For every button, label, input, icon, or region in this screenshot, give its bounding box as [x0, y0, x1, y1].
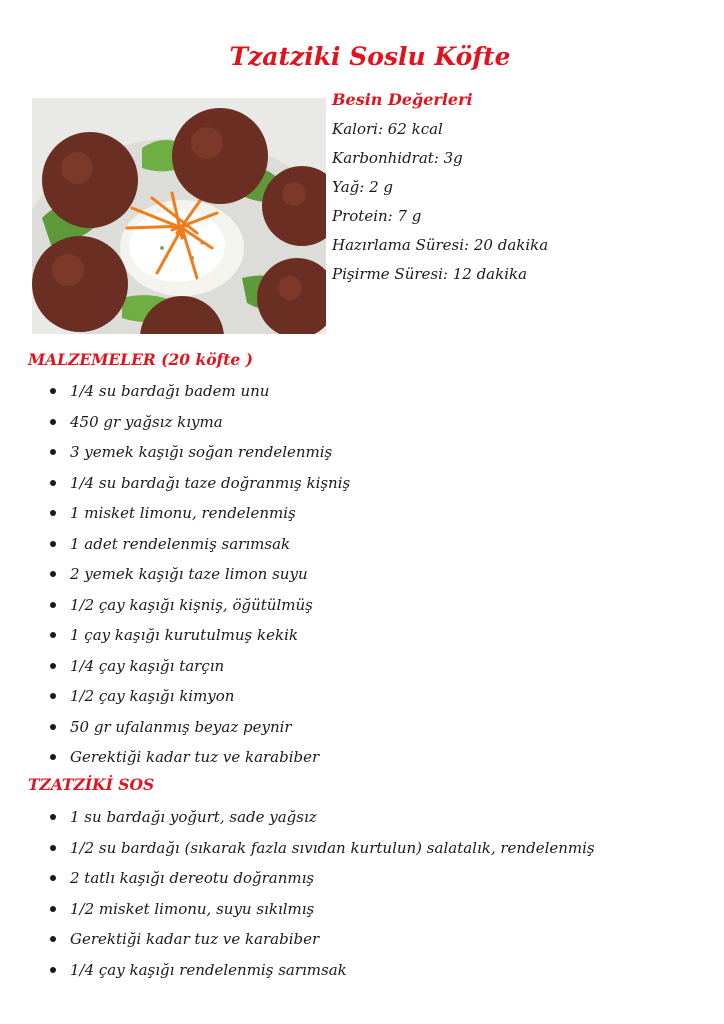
bullet-icon [50, 814, 56, 820]
bullet-icon [50, 632, 56, 638]
ingredients-list [0, 380, 350, 777]
sauce-heading: TZATZİKİ SOS [28, 775, 155, 794]
list-item: 1/2 misket limonu, suyu sıkılmış [0, 898, 595, 929]
bullet-icon [50, 510, 56, 516]
list-item: 2 yemek kaşığı taze limon suyu [0, 563, 350, 594]
list-item: 450 gr yağsız kıyma [0, 411, 350, 442]
bullet-icon [50, 875, 56, 881]
list-item: 1/4 çay kaşığı rendelenmiş sarımsak [0, 959, 595, 990]
nutrition-carbohydrate: Karbonhidrat: 3g [332, 149, 463, 167]
bullet-icon [50, 724, 56, 730]
bullet-icon [50, 906, 56, 912]
bullet-icon [50, 449, 56, 455]
bullet-icon [50, 663, 56, 669]
list-item: 1 su bardağı yoğurt, sade yağsız [0, 806, 595, 837]
nutrition-cook-time: Pişirme Süresi: 12 dakika [332, 265, 528, 283]
meatball-photo [32, 98, 326, 334]
bullet-icon [50, 541, 56, 547]
list-item: 1 misket limonu, rendelenmiş [0, 502, 350, 533]
nutrition-panel [332, 88, 548, 291]
list-item: 1/2 su bardağı (sıkarak fazla sıvıdan kurtulun) salatalık, rendelenmiş [0, 837, 595, 868]
bullet-icon [50, 388, 56, 394]
list-item: 1/2 çay kaşığı kimyon [0, 685, 350, 716]
nutrition-protein: Protein: 7 g [332, 207, 422, 225]
list-item: 1/4 su bardağı taze doğranmış kişniş [0, 472, 350, 503]
list-item: 50 gr ufalanmış beyaz peynir [0, 716, 350, 747]
bullet-icon [50, 419, 56, 425]
bullet-icon [50, 754, 56, 760]
bullet-icon [50, 967, 56, 973]
list-item: 1 adet rendelenmiş sarımsak [0, 533, 350, 564]
list-item: 1/4 çay kaşığı tarçın [0, 655, 350, 686]
sauce-list [0, 806, 595, 989]
bullet-icon [50, 602, 56, 608]
nutrition-prep-time: Hazırlama Süresi: 20 dakika [332, 236, 549, 254]
bullet-icon [50, 936, 56, 942]
list-item: Gerektiği kadar tuz ve karabiber [0, 928, 595, 959]
bullet-icon [50, 693, 56, 699]
nutrition-calories: Kalori: 62 kcal [332, 120, 443, 138]
list-item: 1/2 çay kaşığı kişniş, öğütülmüş [0, 594, 350, 625]
list-item: 1/4 su bardağı badem unu [0, 380, 350, 411]
list-item: 3 yemek kaşığı soğan rendelenmiş [0, 441, 350, 472]
bullet-icon [50, 480, 56, 486]
bullet-icon [50, 845, 56, 851]
list-item: 2 tatlı kaşığı dereotu doğranmış [0, 867, 595, 898]
page-title: Tzatziki Soslu Köfte [229, 42, 511, 71]
meatball-illustration [32, 98, 326, 334]
nutrition-fat: Yağ: 2 g [332, 178, 394, 196]
list-item: 1 çay kaşığı kurutulmuş kekik [0, 624, 350, 655]
ingredients-heading: MALZEMELER (20 köfte ) [28, 350, 253, 369]
nutrition-heading: Besin Değerleri [332, 90, 473, 109]
list-item: Gerektiği kadar tuz ve karabiber [0, 746, 350, 777]
bullet-icon [50, 571, 56, 577]
